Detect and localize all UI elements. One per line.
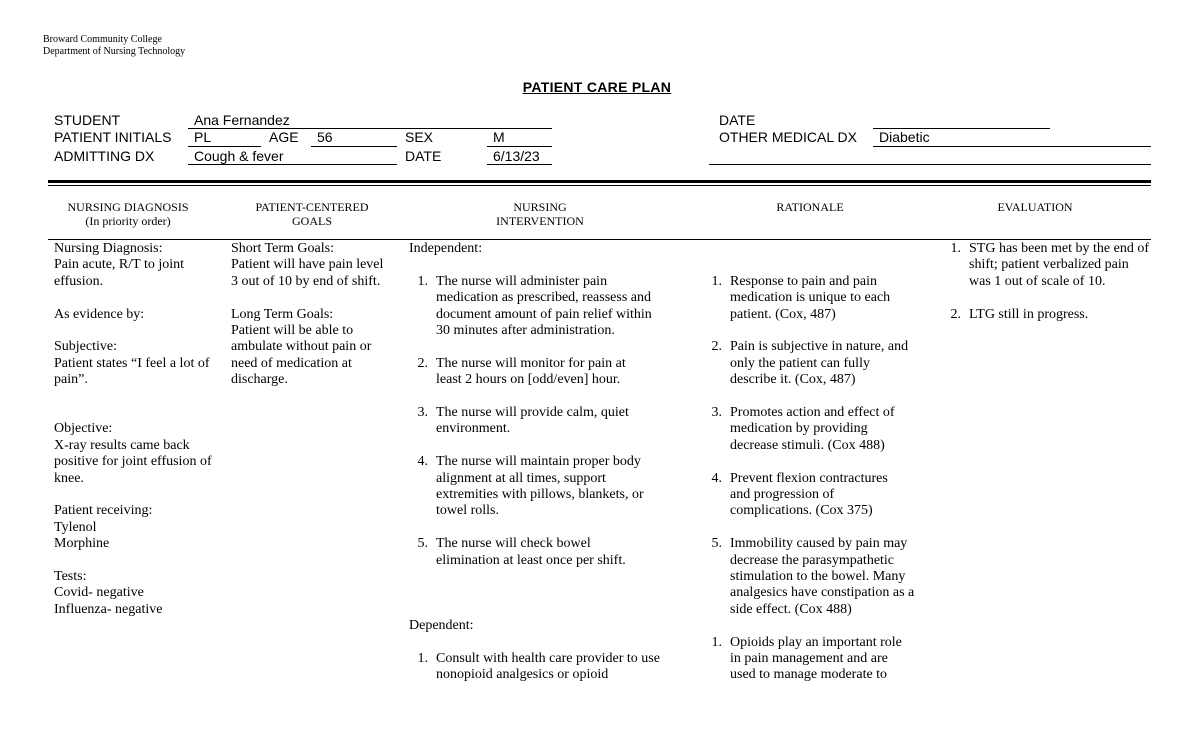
- admitting-dx-value: Cough & fever: [194, 148, 284, 164]
- initials-value: PL: [194, 129, 212, 145]
- other-dx-label: OTHER MEDICAL DX: [719, 129, 857, 145]
- list-item: 5. The nurse will check bowel elimination at least once per shift.: [417, 536, 626, 568]
- list-item: 1. Consult with health care provider to use nonopioid analgesics or opioid: [417, 651, 660, 683]
- age-underline: [311, 146, 397, 147]
- date-value: 6/13/23: [493, 148, 540, 164]
- admitting-dx-underline: [188, 164, 397, 165]
- other-dx-underline: [873, 146, 1151, 147]
- college-name: Broward Community College: [43, 34, 162, 45]
- initials-label: PATIENT INITIALS: [54, 129, 172, 145]
- long-term-label: Long Term Goals:: [231, 306, 334, 322]
- date-label: DATE: [405, 148, 442, 164]
- list-item: 2. Pain is subjective in nature, and only the patient can fully describe it. (Cox, 487): [711, 339, 909, 388]
- objective-label: Objective:: [54, 421, 113, 437]
- col-head-rationale: RATIONALE: [776, 200, 844, 214]
- list-item: 5. Immobility caused by pain may decrease the parasympathetic stimulation to the bowel. Many analgesics have constipation as a side effect. (Cox 488): [711, 536, 915, 617]
- age-label: AGE: [269, 129, 299, 145]
- initials-underline: [188, 146, 261, 147]
- list-item: 4. The nurse will maintain proper body alignment at all times, support extremities with pillows, blankets, or towel rolls.: [417, 454, 644, 519]
- receiving-label: Patient receiving:: [54, 503, 153, 519]
- student-label: STUDENT: [54, 112, 121, 128]
- diagnosis-heading: Nursing Diagnosis:: [54, 241, 163, 256]
- list-item: 1. STG has been met by the end of shift; patient verbalized pain was 1 out of scale of 10.: [950, 241, 1150, 289]
- rationale-column: [703, 241, 918, 684]
- sex-underline: [487, 146, 552, 147]
- evaluation-column: [942, 241, 1152, 323]
- short-term-label: Short Term Goals:: [231, 241, 334, 256]
- list-item: 1. The nurse will administer pain medication as prescribed, reassess and document amount of pain relief within 30 minutes after administration.: [417, 273, 652, 339]
- goals-column: Short Term Goals: Patient will have pain level 3 out of 10 by end of shift. Long Term Goals: Patient will be able to ambulate without pain or need of medication at discharge.: [231, 241, 399, 389]
- header-divider-thin: [48, 185, 1151, 186]
- col-head-diagnosis: NURSING DIAGNOSIS (In priority order): [67, 200, 189, 228]
- tests-label: Tests:: [54, 569, 87, 585]
- date-underline: [487, 164, 552, 165]
- list-item: 2. The nurse will monitor for pain at least 2 hours on [odd/even] hour.: [417, 355, 626, 388]
- department-name: Department of Nursing Technology: [43, 46, 186, 57]
- col-head-intervention: NURSING INTERVENTION: [496, 200, 584, 228]
- col-head-goals: PATIENT-CENTERED GOALS: [255, 200, 369, 228]
- admitting-dx-label: ADMITTING DX: [54, 148, 155, 164]
- list-item: 4. Prevent flexion contractures and progression of complications. (Cox 375): [711, 470, 888, 519]
- page-title: PATIENT CARE PLAN: [522, 79, 672, 95]
- col-head-evaluation: EVALUATION: [997, 200, 1073, 214]
- subjective-label: Subjective:: [54, 339, 117, 355]
- evidence-label: As evidence by:: [54, 306, 145, 322]
- date2-label: DATE: [719, 112, 756, 128]
- table-header-rule: [48, 239, 1151, 240]
- other-dx-continuation-line: [709, 164, 1151, 165]
- list-item: 1. Response to pain and pain medication is unique to each patient. (Cox, 487): [711, 273, 891, 322]
- dependent-label: Dependent:: [409, 618, 474, 634]
- intervention-column: [409, 241, 687, 684]
- diagnosis-column: Nursing Diagnosis: Pain acute, R/T to joint effusion. As evidence by: Subjective: Patient states “I feel a lot of pain”. Objective: X-ray results came back positive for joint effusion of knee. Patient receiving: Tylenol Morphine Tests: Covid- negative Influenza- negative: [54, 241, 226, 618]
- sex-value: M: [493, 129, 505, 145]
- list-item: 3. Promotes action and effect of medication by providing decrease stimuli. (Cox 488): [711, 405, 895, 453]
- student-value: Ana Fernandez: [194, 112, 290, 128]
- age-value: 56: [317, 129, 333, 145]
- list-item: 2. LTG still in progress.: [950, 306, 1089, 322]
- list-item: 3. The nurse will provide calm, quiet environment.: [417, 405, 629, 437]
- header-divider-thick: [48, 180, 1151, 183]
- list-item: 1. Opioids play an important role in pain management and are used to manage moderate to: [711, 634, 902, 683]
- institution-header: [43, 34, 185, 58]
- sex-label: SEX: [405, 129, 434, 145]
- other-dx-value: Diabetic: [879, 129, 930, 145]
- independent-label: Independent:: [409, 241, 483, 256]
